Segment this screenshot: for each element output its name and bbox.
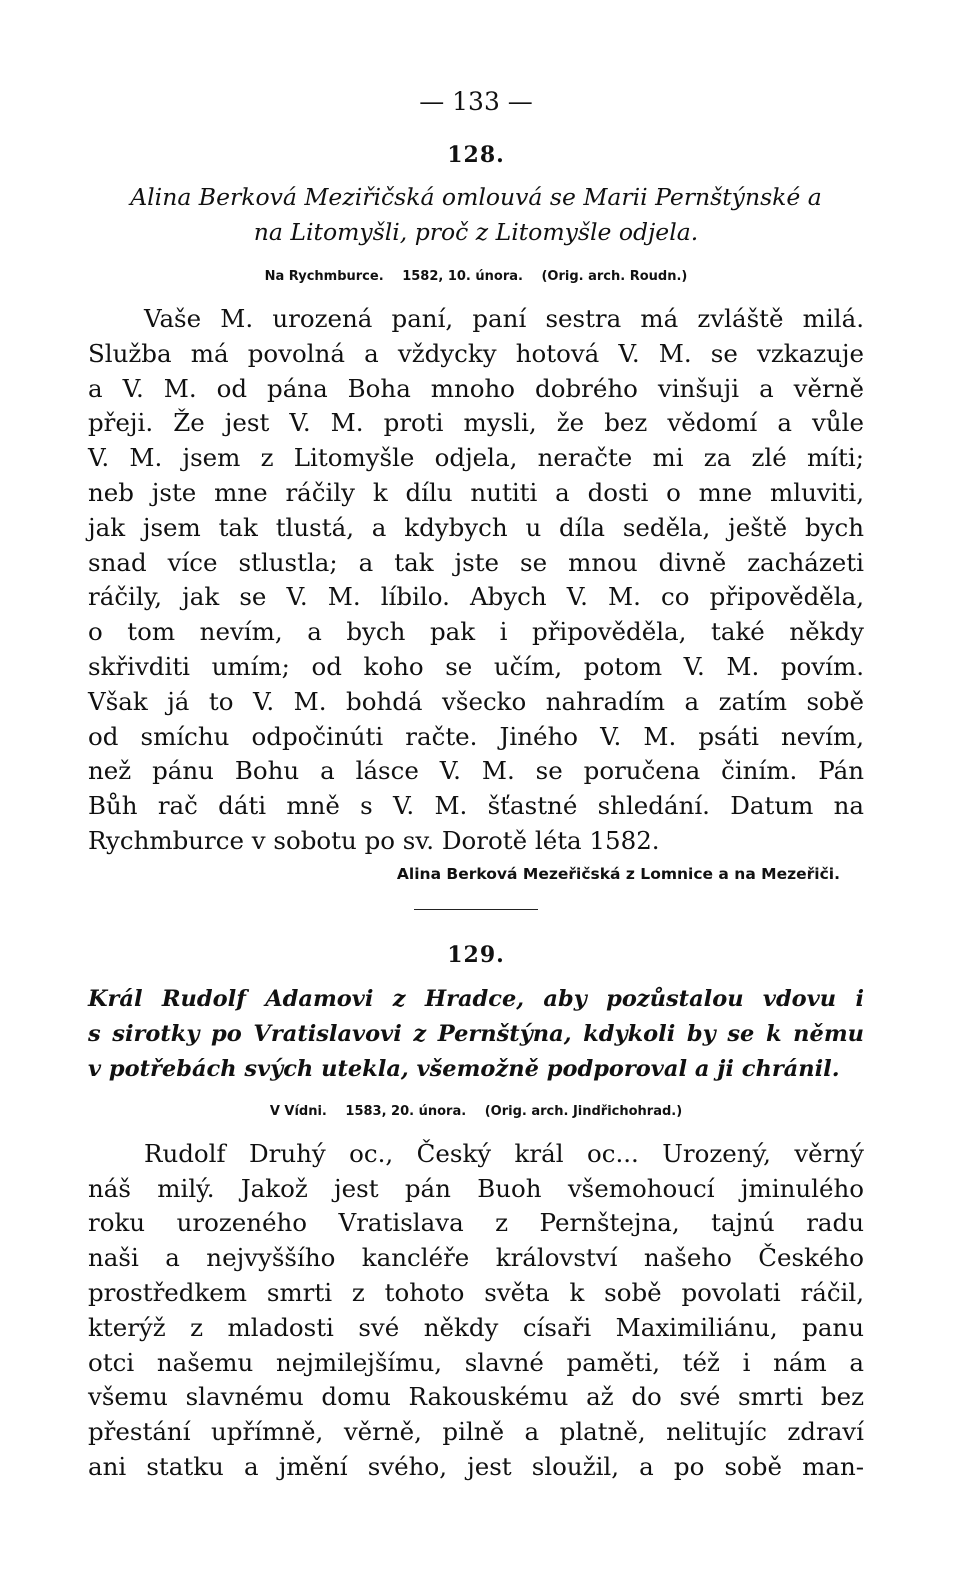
meta-place: Na Rychmburce. [264,269,384,284]
letter-body [88,302,864,859]
title-line: v potřebách svých utekla, všemožně podporoval a ji chránil. [88,1055,840,1082]
letter-body [88,1137,864,1485]
body-line: Bůh rač dáti mně s V. M. šťastné shledání. Datum na [88,791,864,821]
letter-meta [88,266,864,288]
meta-source: (Orig. arch. Jindřichohrad.) [484,1103,683,1119]
letter-meta [88,1101,864,1123]
body-line: ani statku a jmění svého, jest sloužil, a po sobě man- [88,1451,864,1481]
letter-title [88,180,864,250]
body-line: náš milý. Jakož jest pán Buoh všemohoucí jminulého [88,1173,864,1203]
body-line: neb jste mne ráčily k dílu nutiti a dosti o mne mluviti, [88,477,864,507]
body-line: od smíchu odpočinúti račte. Jiného V. M. psáti nevím, [88,721,864,751]
body-line: Však já to V. M. bohdá všecko nahradím a zatím sobě [88,686,864,716]
meta-source: (Orig. arch. Roudn.) [541,269,688,284]
body-line: a V. M. od pána Boha mnoho dobrého vinšuji a věrně [88,373,864,403]
body-line: o tom nevím, a bych pak i připověděla, také někdy [88,617,864,647]
meta-date: 1582, 10. února. [402,269,523,284]
body-line: V. M. jsem z Litomyšle odjela, neračte mi za zlé míti; [88,443,864,473]
body-line: ráčily, jak se V. M. líbilo. Abych V. M. co připověděla, [88,582,864,612]
page-number: — 133 — [419,87,533,116]
meta-place: V Vídni. [269,1103,327,1119]
body-line: než pánu Bohu a lásce V. M. se poručena činím. Pán [88,756,864,786]
body-line: skřivditi umím; od koho se učím, potom V. M. povím. [88,651,864,681]
body-line: Rudolf Druhý oc., Český král oc... Urozený, věrný [144,1138,864,1168]
book-page [88,82,864,1485]
title-line: Král Rudolf Adamovi z Hradce, aby pozůstalou vdovu i [88,985,864,1012]
body-line: naši a nejvyššího kancléře království našeho Českého [88,1243,864,1273]
title-line: Alina Berková Meziřičská omlouvá se Marii Pernštýnské a [130,183,822,211]
letter-number: 128. [447,142,505,168]
body-line: prostředkem smrti z tohoto světa k sobě povolati ráčil, [88,1277,864,1307]
body-line: kterýž z mladosti své někdy císaři Maximiliánu, panu [88,1312,864,1342]
body-line: roku urozeného Vratislava z Pernštejna, tajnú radu [88,1208,864,1238]
body-line: Služba má povolná a vždycky hotová V. M. se vzkazuje [88,338,864,368]
letter-title [88,982,864,1087]
body-line: všemu slavnému domu Rakouskému až do své smrti bez [88,1382,864,1412]
body-line: přestání upřímně, věrně, pilně a platně, nelitujíc zdraví [88,1417,864,1447]
section-divider [414,909,538,910]
body-line: jak jsem tak tlustá, a kdybych u díla seděla, ještě bych [88,512,864,542]
title-line: s sirotky po Vratislavovi z Pernštýna, kdykoli by se k němu [88,1020,864,1047]
body-line: otci našemu nejmilejšímu, slavné paměti, též i nám a [88,1347,864,1377]
meta-date: 1583, 20. února. [345,1103,467,1119]
title-line: na Litomyšli, proč z Litomyšle odjela. [253,218,699,246]
letter-signature: Alina Berková Mezeřičská z Lomnice a na Mezeřiči. [396,864,840,883]
letter-number: 129. [447,941,505,968]
body-line: přeji. Že jest V. M. proti mysli, že bez vědomí a vůle [88,408,864,438]
body-line: Vaše M. urozená paní, paní sestra má zvláště milá. [144,304,864,333]
body-line: snad více stlustla; a tak jste se mnou divně zacházeti [88,547,864,577]
body-line: Rychmburce v sobotu po sv. Dorotě léta 1582. [88,825,660,855]
